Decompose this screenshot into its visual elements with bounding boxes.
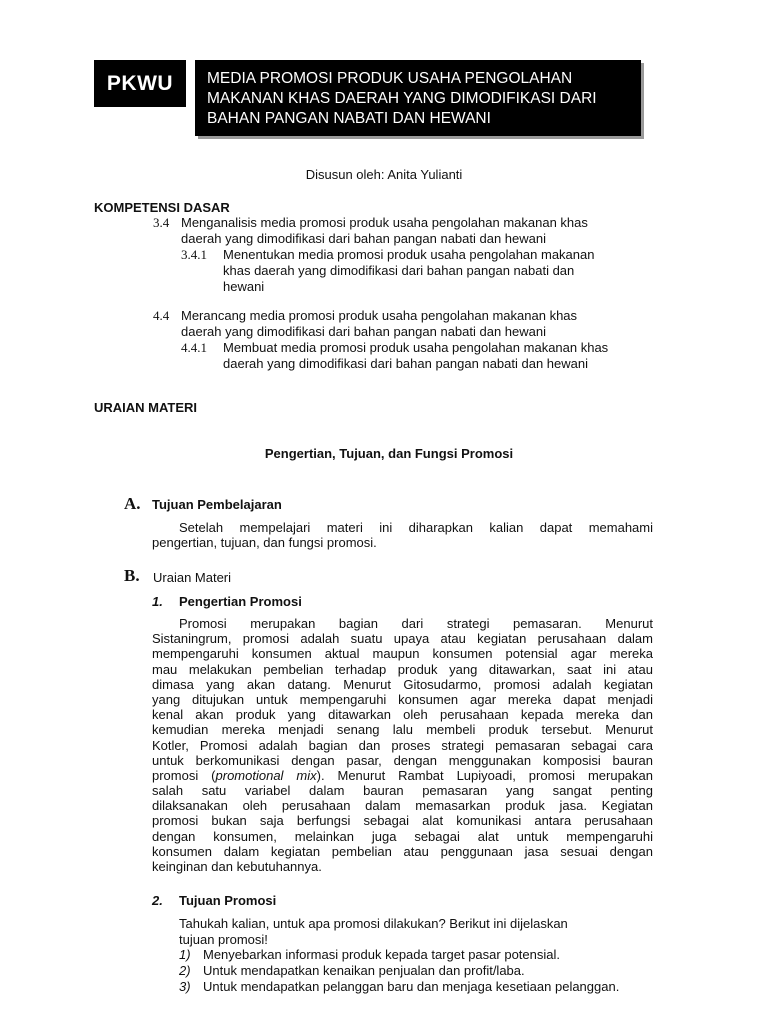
sub2-intro-line: Tahukah kalian, untuk apa promosi dilakukan? Berikut ini dijelaskan bbox=[179, 916, 568, 931]
sub2-title: Tujuan Promosi bbox=[179, 893, 277, 908]
paragraph-line: untuk berkomunikasi dengan pasar, dengan menggunakan komposisi bauran bbox=[152, 752, 653, 768]
title-line-1: MEDIA PROMOSI PRODUK USAHA PENGOLAHAN bbox=[207, 70, 573, 87]
subject-badge-text: PKWU bbox=[106, 71, 174, 95]
sub2-intro-line: tujuan promosi! bbox=[179, 932, 268, 947]
paragraph-line-mixed bbox=[152, 768, 653, 783]
kd-text-line: Membuat media promosi produk usaha pengolahan makanan khas bbox=[223, 340, 609, 355]
paragraph-line: salah satu variabel dalam bauran pemasaran yang sangat penting bbox=[152, 783, 653, 799]
section-title: Pengertian, Tujuan, dan Fungsi Promosi bbox=[264, 446, 514, 461]
sub1-paragraph bbox=[152, 616, 653, 874]
list-text: Menyebarkan informasi produk kepada target pasar potensial. bbox=[203, 947, 560, 962]
document-title-box bbox=[195, 60, 641, 136]
section-b-title: Uraian Materi bbox=[153, 570, 232, 585]
sub1-title: Pengertian Promosi bbox=[179, 594, 302, 609]
list-number: 2) bbox=[179, 963, 191, 978]
paragraph-line: mau melakukan pembelian terhadap produk yang ditawarkan, saat ini atau bbox=[152, 661, 653, 677]
kd-text-line: hewani bbox=[223, 279, 265, 294]
text-run: promosi ( bbox=[152, 767, 216, 783]
kd-item-4-4 bbox=[153, 308, 169, 324]
paragraph-line: konsumen dalam kegiatan pembelian atau penggunaan jasa sesuai dengan bbox=[152, 843, 653, 859]
paragraph-line: dengan konsumen, melainkan juga sebagai alat untuk mempengaruhi bbox=[152, 828, 653, 844]
text-run: ). Menurut Rambat Lupiyoadi, promosi merupakan bbox=[316, 767, 653, 783]
kd-number: 3.4.1 bbox=[181, 247, 207, 262]
paragraph-line: mempengaruhi konsumen aktual maupun konsumen potensial agar mereka bbox=[152, 646, 653, 662]
kd-number: 4.4.1 bbox=[181, 340, 207, 355]
paragraph-line: yang ditujukan untuk mempengaruhi konsumen agar mereka dapat menjadi bbox=[152, 691, 653, 707]
paragraph-line: kemudian mereka menjadi senang lalu membeli produk tersebut. Menurut bbox=[152, 722, 653, 738]
uraian-heading: URAIAN MATERI bbox=[94, 400, 198, 415]
kd-text-line: khas daerah yang dimodifikasi dari bahan pangan nabati dan bbox=[223, 263, 575, 278]
kompetensi-heading: KOMPETENSI DASAR bbox=[94, 200, 230, 215]
kd-text-line: Menganalisis media promosi produk usaha pengolahan makanan khas bbox=[181, 215, 588, 230]
title-line-2: MAKANAN KHAS DAERAH YANG DIMODIFIKASI DARI bbox=[207, 90, 597, 107]
kd-text-line: daerah yang dimodifikasi dari bahan pangan nabati dan hewani bbox=[181, 231, 546, 246]
paragraph-line: Sistaningrum, promosi adalah suatu upaya atau kegiatan perusahaan dalam bbox=[152, 631, 653, 647]
kd-item-3-4-1 bbox=[181, 247, 207, 263]
section-a-letter: A. bbox=[124, 494, 141, 513]
kd-number: 3.4 bbox=[153, 215, 170, 230]
sub1-number: 1. bbox=[152, 594, 163, 609]
paragraph-line: pengertian, tujuan, dan fungsi promosi. bbox=[152, 535, 377, 551]
paragraph-line: dimasa yang akan datang. Menurut Gitosudarmo, promosi adalah kegiatan bbox=[152, 676, 653, 692]
list-item bbox=[179, 979, 619, 995]
list-text: Untuk mendapatkan pelanggan baru dan menjaga kesetiaan pelanggan. bbox=[203, 979, 620, 994]
subject-badge bbox=[94, 60, 186, 107]
section-a-title: Tujuan Pembelajaran bbox=[152, 497, 282, 512]
list-item bbox=[179, 947, 560, 963]
sub2-number: 2. bbox=[152, 893, 163, 908]
paragraph-line: Promosi merupakan bagian dari strategi pemasaran. Menurut bbox=[179, 616, 653, 631]
section-b-letter: B. bbox=[124, 566, 140, 585]
list-number: 1) bbox=[179, 947, 191, 962]
kd-item-3-4 bbox=[153, 215, 169, 231]
paragraph-line: dilaksanakan oleh perusahaan dalam memasarkan produk jasa. Kegiatan bbox=[152, 798, 653, 814]
kd-item-4-4-1 bbox=[181, 340, 207, 356]
paragraph-line: keinginan dan kebutuhannya. bbox=[152, 859, 322, 874]
paragraph-line: Kotler, Promosi adalah bagian dan proses strategi pemasaran sebagai cara bbox=[152, 737, 653, 753]
kd-text-line: daerah yang dimodifikasi dari bahan pangan nabati dan hewani bbox=[223, 356, 588, 371]
kd-text-line: Menentukan media promosi produk usaha pengolahan makanan bbox=[223, 247, 595, 262]
paragraph-line: promosi bukan saja berfungsi sebagai alat komunikasi antara perusahaan bbox=[152, 813, 653, 829]
list-number: 3) bbox=[179, 979, 191, 994]
author-line: Disusun oleh: Anita Yulianti bbox=[305, 167, 463, 182]
section-a-paragraph bbox=[152, 520, 653, 550]
title-line-3: BAHAN PANGAN NABATI DAN HEWANI bbox=[207, 110, 491, 127]
kd-text-line: Merancang media promosi produk usaha pengolahan makanan khas bbox=[181, 308, 578, 323]
paragraph-line: Setelah mempelajari materi ini diharapkan kalian dapat memahami bbox=[179, 520, 653, 535]
kd-text-line: daerah yang dimodifikasi dari bahan pangan nabati dan hewani bbox=[181, 324, 546, 339]
italic-term: promotional mix bbox=[215, 767, 317, 783]
list-text: Untuk mendapatkan kenaikan penjualan dan profit/laba. bbox=[203, 963, 525, 978]
kd-number: 4.4 bbox=[153, 308, 170, 323]
paragraph-line: kenal akan produk yang ditawarkan oleh perusahaan kepada mereka dan bbox=[152, 707, 653, 723]
list-item bbox=[179, 963, 525, 979]
